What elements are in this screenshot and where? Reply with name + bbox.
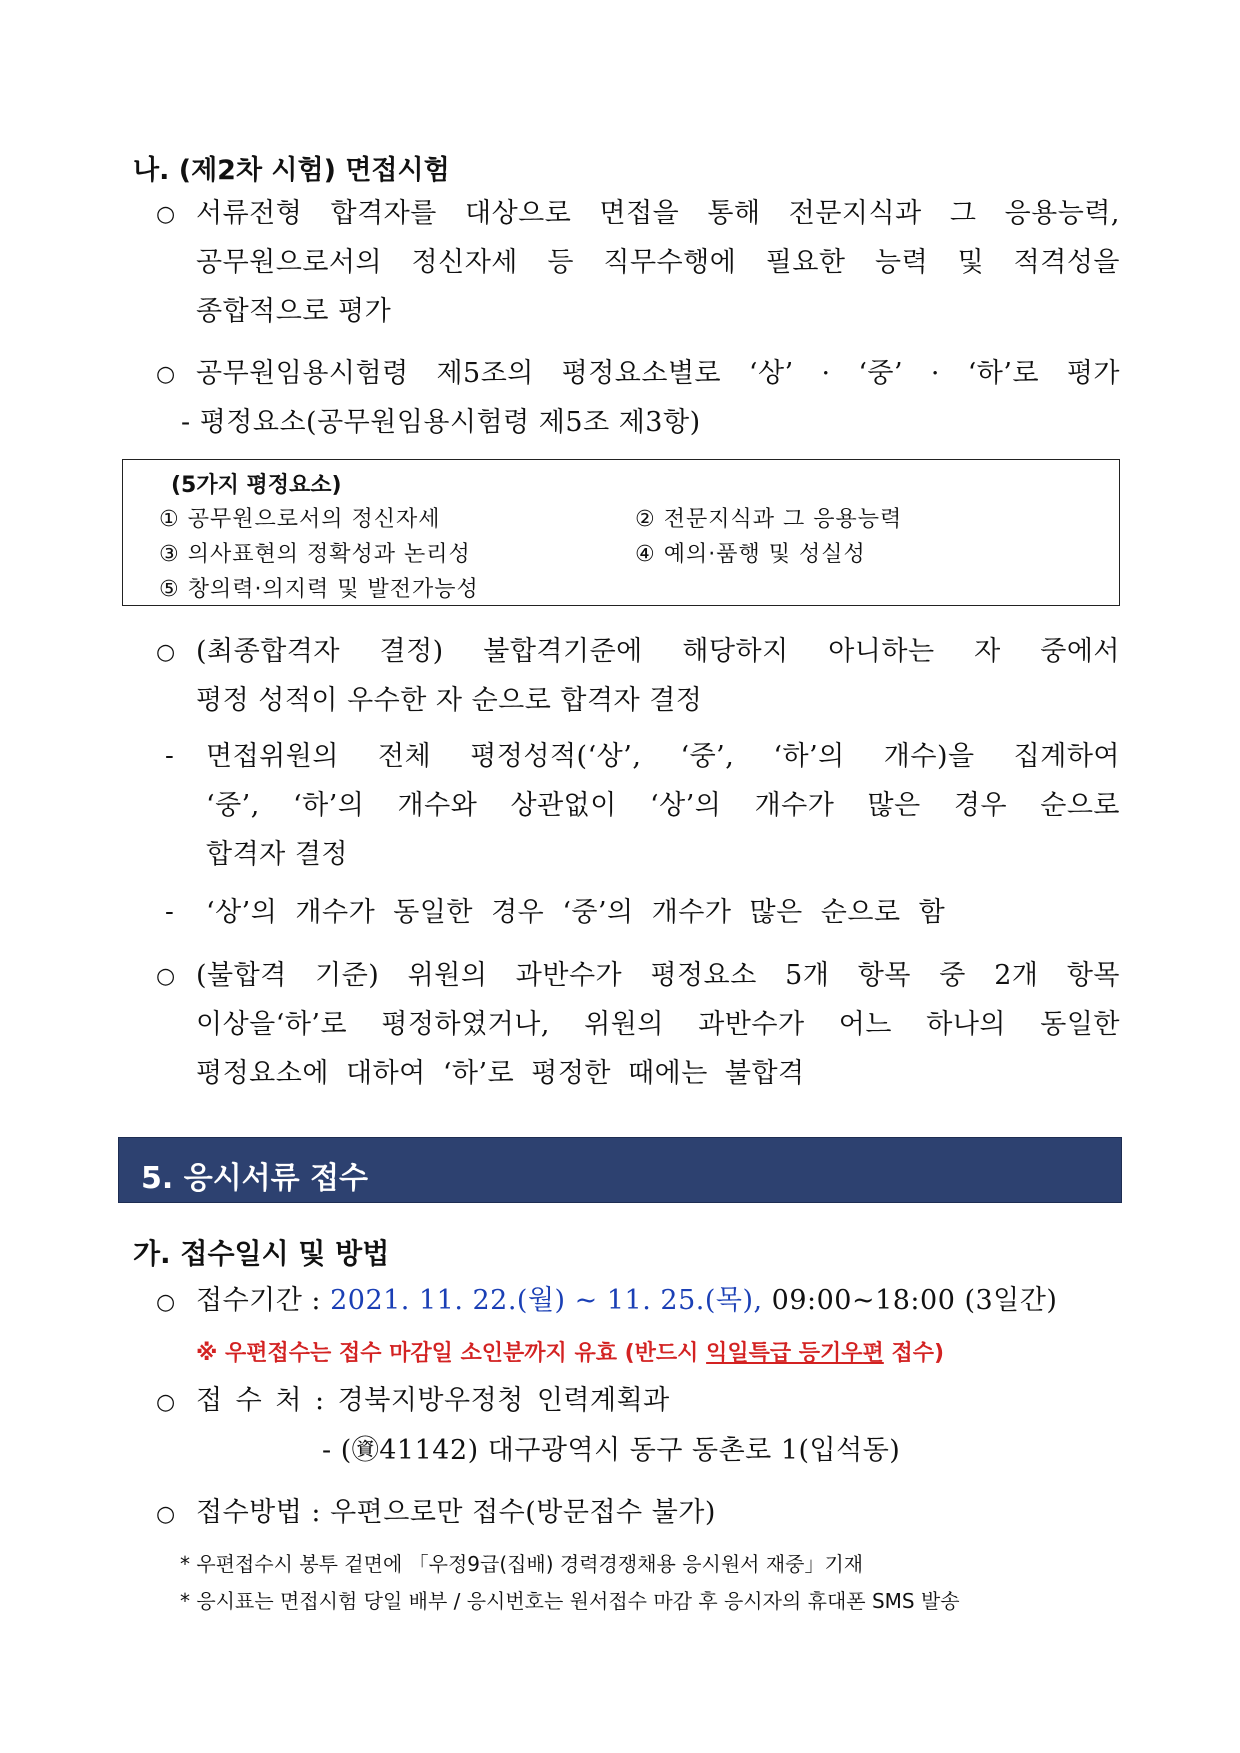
method-note-1: * 우편접수시 봉투 겉면에 「우정9급(집배) 경력경쟁채용 응시원서 재중」기재 xyxy=(180,1552,864,1576)
sub-heading-ga: 가. 접수일시 및 방법 xyxy=(133,1237,390,1270)
section-heading-na: 나. (제2차 시험) 면접시험 xyxy=(133,155,450,186)
p2-sub: - 평정요소(공무원임용시험령 제5조 제3항) xyxy=(181,407,701,438)
warning-prefix: ※ 우편접수는 접수 마감일 소인분까지 유효 (반드시 xyxy=(196,1341,707,1366)
period-dates: 2021. 11. 22.(월) ~ 11. 25.(목), xyxy=(330,1285,763,1316)
p1-line-1: 서류전형 합격자를 대상으로 면접을 통해 전문지식과 그 응용능력, xyxy=(196,198,1120,229)
p4-line-1: (불합격 기준) 위원의 과반수가 평정요소 5개 항목 중 2개 항목 xyxy=(196,960,1120,991)
box-item-1: ① 공무원으로서의 정신자세 xyxy=(159,507,441,532)
p3-line-2: 평정 성적이 우수한 자 순으로 합격자 결정 xyxy=(196,685,703,716)
d2-line: ‘상’의 개수가 동일한 경우 ‘중’의 개수가 많은 순으로 함 xyxy=(206,897,946,928)
d1-line-2: ‘중’, ‘하’의 개수와 상관없이 ‘상’의 개수가 많은 경우 순으로 xyxy=(206,790,1120,821)
p1-line-2: 공무원으로서의 정신자세 등 직무수행에 필요한 능력 및 적격성을 xyxy=(196,247,1120,278)
bullet-p1: ○ xyxy=(156,202,176,227)
bullet-place: ○ xyxy=(156,1390,176,1415)
section-5-header-bar xyxy=(118,1137,1122,1203)
bullet-p2: ○ xyxy=(156,362,176,387)
section-5-title: 5. 응시서류 접수 xyxy=(141,1161,369,1196)
postal-warning xyxy=(196,1336,944,1367)
dash-d1: - xyxy=(165,741,174,771)
dash-d2: - xyxy=(165,897,174,927)
box-item-5: ⑤ 창의력·의지력 및 발전가능성 xyxy=(159,577,479,602)
method-line: 접수방법 : 우편으로만 접수(방문접수 불가) xyxy=(196,1497,716,1528)
p1-line-3: 종합적으로 평가 xyxy=(196,296,392,327)
place-line: 접 수 처 : 경북지방우정청 인력계획과 xyxy=(196,1385,670,1416)
period-time: 09:00~18:00 (3일간) xyxy=(762,1285,1058,1316)
p4-line-2: 이상을‘하’로 평정하였거나, 위원의 과반수가 어느 하나의 동일한 xyxy=(196,1009,1120,1040)
warning-underlined: 익일특급 등기우편 xyxy=(706,1341,884,1366)
place-address: - (㊮41142) 대구광역시 동구 동촌로 1(입석동) xyxy=(322,1435,901,1466)
period-label: 접수기간 : xyxy=(196,1285,331,1316)
bullet-p3: ○ xyxy=(156,640,176,665)
p4-line-3: 평정요소에 대하여 ‘하’로 평정한 때에는 불합격 xyxy=(196,1058,805,1089)
bullet-method: ○ xyxy=(156,1502,176,1527)
box-title: (5가지 평정요소) xyxy=(171,473,342,498)
period-line xyxy=(196,1287,1057,1314)
method-note-2: * 응시표는 면접시험 당일 배부 / 응시번호는 원서접수 마감 후 응시자의 휴대폰 SMS 발송 xyxy=(180,1589,960,1613)
box-item-4: ④ 예의·품행 및 성실성 xyxy=(635,542,866,567)
p3-line-1: (최종합격자 결정) 불합격기준에 해당하지 아니하는 자 중에서 xyxy=(196,636,1120,667)
bullet-period: ○ xyxy=(156,1290,176,1315)
d1-line-1: 면접위원의 전체 평정성적(‘상’, ‘중’, ‘하’의 개수)을 집계하여 xyxy=(206,741,1120,772)
box-item-3: ③ 의사표현의 정확성과 논리성 xyxy=(159,542,471,567)
warning-suffix: 접수) xyxy=(883,1341,945,1366)
box-item-2: ② 전문지식과 그 응용능력 xyxy=(635,507,903,532)
evaluation-factors-box xyxy=(122,459,1120,606)
p2-line: 공무원임용시험령 제5조의 평정요소별로 ‘상’ · ‘중’ · ‘하’로 평가 xyxy=(196,358,1120,389)
bullet-p4: ○ xyxy=(156,964,176,989)
d1-line-3: 합격자 결정 xyxy=(206,839,348,870)
